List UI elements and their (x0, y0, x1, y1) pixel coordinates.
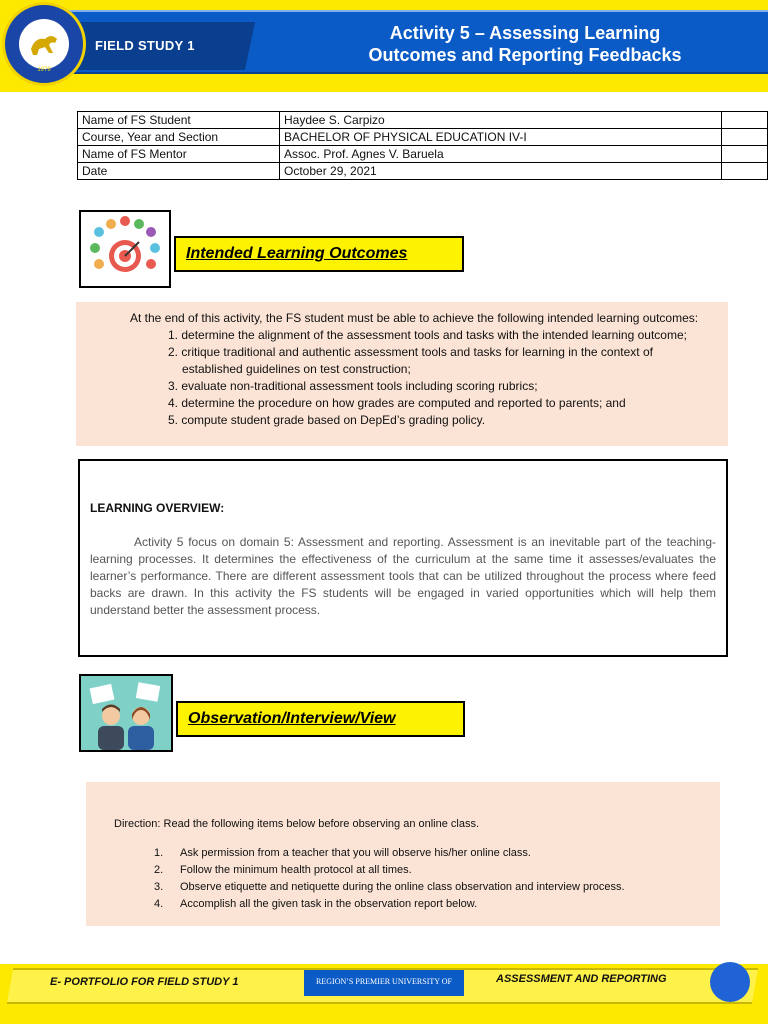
direction-box (86, 782, 720, 926)
info-label: Name of FS Mentor (78, 146, 280, 163)
overview-heading: LEARNING OVERVIEW: (90, 501, 225, 515)
info-extra-cell (722, 163, 768, 180)
direction-item-text: Follow the minimum health protocol at all times. (180, 864, 412, 876)
direction-item (154, 896, 625, 913)
page-title-line1: Activity 5 – Assessing Learning (389, 23, 661, 43)
direction-item-text: Ask permission from a teacher that you will observe his/her online class. (180, 847, 531, 859)
ilo-list (168, 327, 708, 429)
direction-item-number: 2. (154, 864, 164, 876)
direction-item (154, 879, 625, 896)
direction-list (154, 845, 625, 913)
ilo-item: 5. compute student grade based on DepEd’s grading policy. (168, 413, 486, 427)
info-value: Assoc. Prof. Agnes V. Baruela (280, 146, 722, 163)
info-label: Course, Year and Section (78, 129, 280, 146)
footer-university-text: REGION’S PREMIER UNIVERSITY OF (316, 977, 452, 986)
footer-section-label: ASSESSMENT AND REPORTING (496, 973, 667, 985)
info-row (78, 112, 768, 129)
direction-text: Direction: Read the following items below before observing an online class. (114, 818, 480, 830)
ilo-item: 1. determine the alignment of the assessment tools and tasks with the intended learning outcome; (168, 328, 687, 342)
observation-icon-box (79, 674, 173, 752)
ilo-item: 4. determine the procedure on how grades are computed and reported to parents; and (168, 396, 626, 410)
info-value: Haydee S. Carpizo (280, 112, 722, 129)
seal-year: 1979 (37, 67, 51, 73)
info-extra-cell (722, 129, 768, 146)
info-value: October 29, 2021 (280, 163, 722, 180)
direction-item-text: Observe etiquette and netiquette during the online class observation and interview process. (180, 881, 625, 893)
direction-item-number: 1. (154, 847, 164, 859)
info-label: Name of FS Student (78, 112, 280, 129)
info-row (78, 146, 768, 163)
info-label: Date (78, 163, 280, 180)
interview-people-icon (81, 676, 171, 750)
field-study-badge: FIELD STUDY 1 (95, 38, 195, 53)
observation-heading: Observation/Interview/View (176, 701, 465, 737)
footer-page-circle (710, 962, 750, 1002)
direction-item-number: 4. (154, 898, 164, 910)
ilo-item: established guidelines on test construction; (182, 362, 411, 376)
university-seal-logo (2, 2, 86, 86)
ilo-intro: At the end of this activity, the FS student must be able to achieve the following intended learning outcomes: (130, 311, 699, 325)
page-title (320, 22, 730, 66)
ilo-icon-box (79, 210, 171, 288)
student-info-table (77, 111, 768, 180)
footer-portfolio-label: E- PORTFOLIO FOR FIELD STUDY 1 (50, 976, 239, 988)
overview-text: Activity 5 focus on domain 5: Assessment and reporting. Assessment is an inevitable part of the teaching-learning processes. It determines the effectiveness of the curriculum at the same time it assesses/evaluates the learner’s performance. There are different assessment tools that can be utilized throughout the process where feed backs are drawn. In this activity the FS students will be engaged in varied opportunities which will help them understand better the assessment process. (90, 535, 716, 617)
info-row (78, 163, 768, 180)
info-row (78, 129, 768, 146)
target-ideas-icon (81, 212, 169, 286)
ilo-box (76, 302, 728, 446)
direction-item-number: 3. (154, 881, 164, 893)
direction-item (154, 862, 625, 879)
learning-overview-box (78, 459, 728, 657)
ilo-item: 3. evaluate non-traditional assessment tools including scoring rubrics; (168, 379, 538, 393)
info-extra-cell (722, 112, 768, 129)
page-title-line2: Outcomes and Reporting Feedbacks (368, 45, 682, 65)
info-value: BACHELOR OF PHYSICAL EDUCATION IV-I (280, 129, 722, 146)
ilo-heading: Intended Learning Outcomes (174, 236, 464, 272)
ilo-item: 2. critique traditional and authentic assessment tools and tasks for learning in the context of (168, 345, 653, 359)
direction-item (154, 845, 625, 862)
info-extra-cell (722, 146, 768, 163)
direction-item-text: Accomplish all the given task in the observation report below. (180, 898, 478, 910)
